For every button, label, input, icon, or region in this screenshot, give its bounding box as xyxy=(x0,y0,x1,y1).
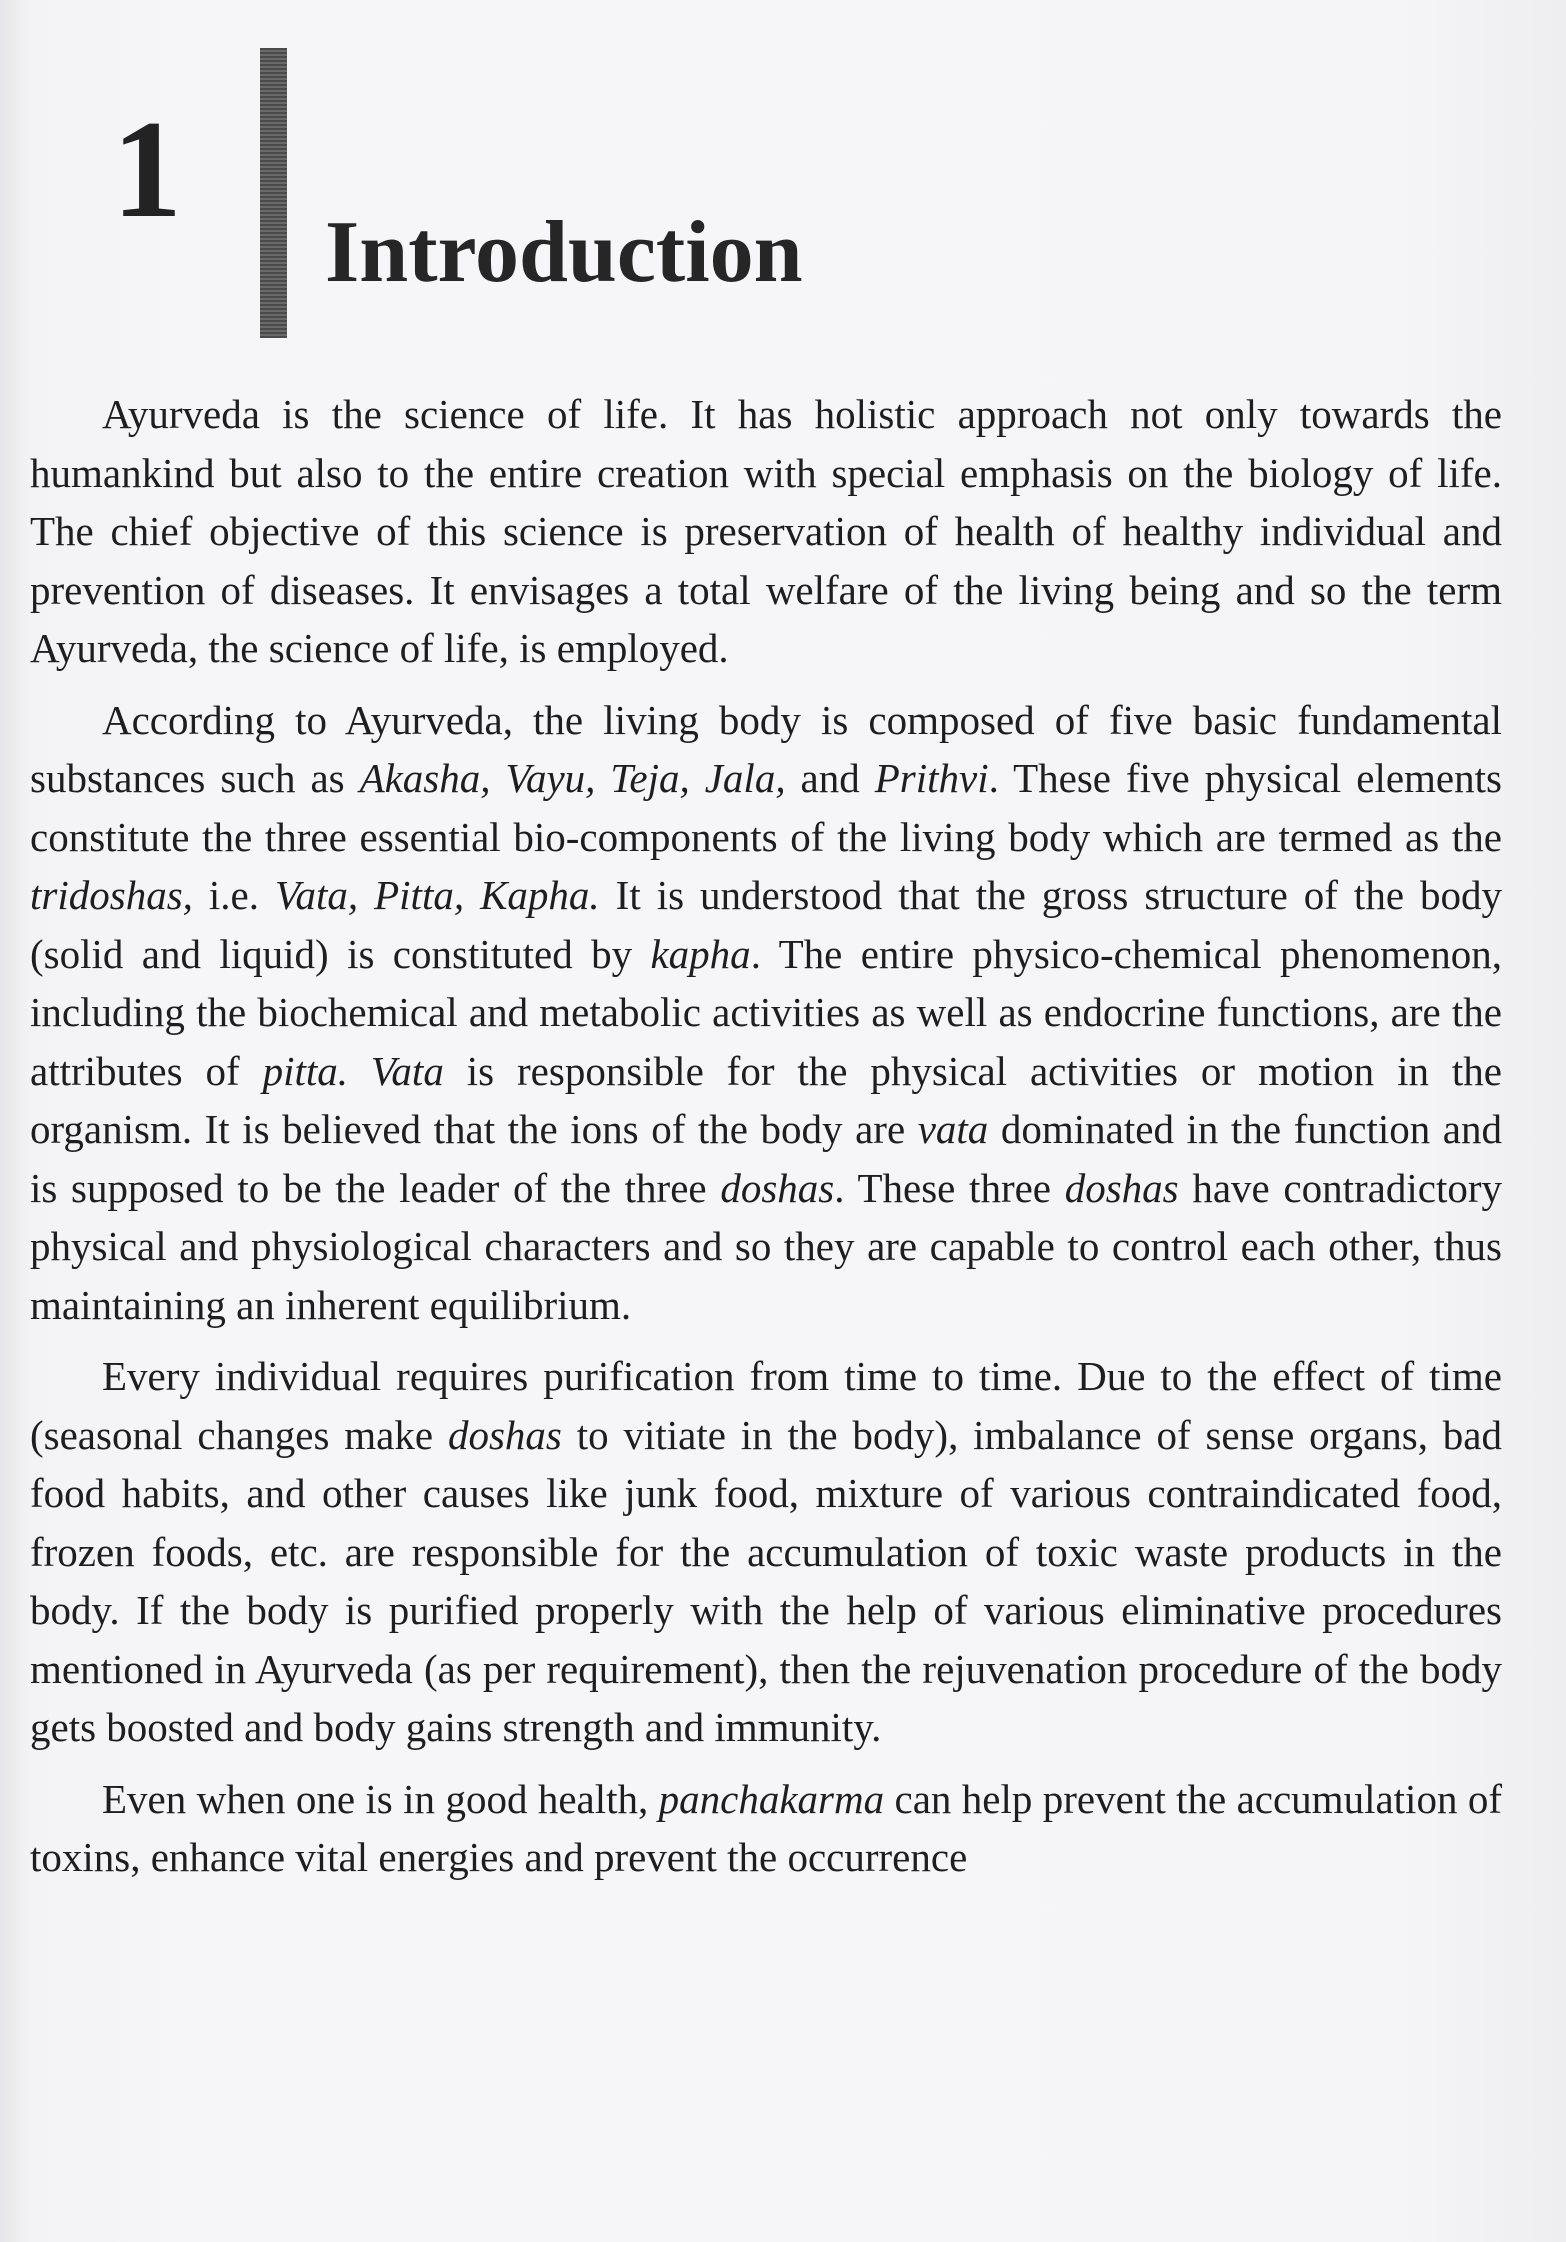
paragraph-segment: Even when one is in good health, xyxy=(102,1775,659,1822)
paragraph-1 xyxy=(30,385,1502,678)
paragraph-segment-italic: pitta. Vata xyxy=(262,1047,444,1094)
paragraph-segment: i.e. xyxy=(192,872,275,918)
paragraph-segment: and xyxy=(785,755,875,801)
paragraph-segment: is responsible for the physical activities or motion in the organism. It is believed that the ions of the body are xyxy=(30,1047,1502,1152)
paragraph-segment-italic: doshas xyxy=(1064,1164,1179,1211)
paragraph-segment: can help prevent the accumulation of toxins, enhance vital energies and prevent the occurrence xyxy=(30,1775,1502,1880)
paragraph-segment: to vitiate in the body), imbalance of sense organs, bad food habits, and other causes like junk food, mixture of various contraindicated food, frozen foods, etc. are responsible for the accumulation of toxic waste products in the body. If the body is purified properly with the help of various eliminative procedures mentioned in Ayurveda (as per requirement), then the rejuvenation procedure of the body gets boosted and body gains strength and immunity. xyxy=(30,1411,1502,1750)
chapter-number: 1 xyxy=(112,92,182,247)
paragraph-2 xyxy=(30,691,1502,1335)
paragraph-segment: have contradictory physical and physiological characters and so they are capable to control each other, thus maintaining an inherent equilibrium. xyxy=(30,1164,1503,1328)
paragraph-3 xyxy=(30,1347,1502,1757)
paragraph-segment: According to Ayurveda, the living body is composed of five basic fundamental substances such as xyxy=(30,696,1502,801)
paragraph-segment: dominated in the function and is supposed to be the leader of the three xyxy=(30,1106,1502,1211)
paragraph-segment: Every individual requires purification from time to time. Due to the effect of time (seasonal changes make xyxy=(30,1353,1502,1458)
chapter-body xyxy=(30,385,1502,1900)
paragraph-segment: . These three xyxy=(834,1164,1065,1211)
paragraph-segment: It is understood that the gross structure of the body (solid and liquid) is constituted by xyxy=(30,872,1503,977)
paragraph-segment-italic: Prithvi xyxy=(874,755,989,801)
paragraph-segment-italic: panchakarma xyxy=(658,1775,885,1822)
chapter-divider-bar xyxy=(260,48,287,338)
paragraph-segment-italic: vata xyxy=(917,1106,989,1152)
paragraph-segment-italic: kapha xyxy=(650,930,751,977)
paragraph-segment: . The entire physico-chemical phenomenon, including the biochemical and metabolic activities as well as endocrine functions, are the attributes of xyxy=(30,930,1502,1094)
paragraph-segment: Ayurveda is the science of life. It has holistic approach not only towards the humankind but also to the entire creation with special emphasis on the biology of life. The chief objective of this science is preservation of health of healthy individual and prevention of diseases. It envisages a total welfare of the living being and so the term Ayurveda, the science of life, is employed. xyxy=(30,391,1502,671)
paragraph-segment-italic: doshas xyxy=(720,1164,835,1211)
paragraph-segment-italic: doshas xyxy=(447,1411,562,1458)
paragraph-segment-italic: Vata, Pitta, Kapha. xyxy=(274,872,600,918)
paragraph-segment-italic: Akasha, Vayu, Teja, Jala, xyxy=(359,755,786,801)
paragraph-4 xyxy=(30,1770,1502,1887)
paragraph-segment: . These five physical elements constitute the three essential bio-components of the living body which are termed as the xyxy=(30,755,1502,860)
paragraph-segment-italic: tridoshas, xyxy=(30,872,193,918)
chapter-title: Introduction xyxy=(325,204,803,301)
